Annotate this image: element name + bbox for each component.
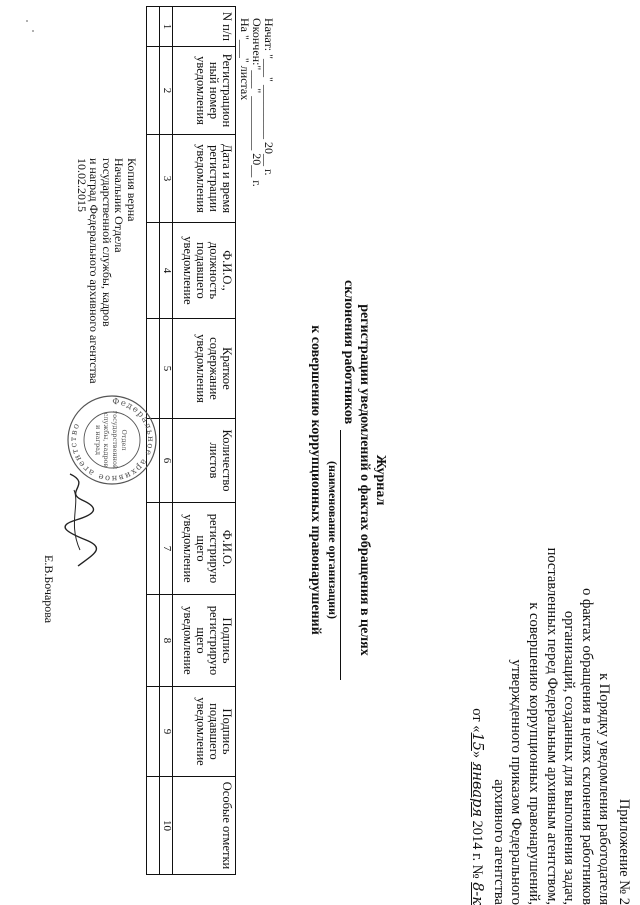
column-number: 4 [159, 223, 172, 319]
column-header: Особые отметки [172, 777, 235, 875]
appendix-line: утвержденного приказом Федерального [508, 659, 525, 905]
date-year: 2014 г. № [469, 816, 486, 883]
column-number: 3 [159, 135, 172, 223]
table-cell [147, 47, 160, 135]
column-number: 10 [159, 777, 172, 875]
scan-speck [32, 30, 34, 32]
cert-line: государственной службы, кадров [100, 158, 114, 327]
journal-title-block [307, 280, 388, 680]
svg-text:Федеральное архивное агентство: Федеральное архивное агентство [68, 396, 156, 484]
column-header: Ф.И.О., должность подавшего уведомление [172, 223, 235, 319]
order-number: 8-к [469, 882, 486, 905]
date-prefix: от « [469, 708, 486, 733]
table-number-row [159, 7, 172, 875]
appendix-line: к Порядку уведомления работодателя [596, 673, 613, 905]
svg-text:и наград: и наград [94, 424, 102, 456]
column-header: Подпись регистрирую щего уведомление [172, 595, 235, 687]
journal-title: Журнал [373, 454, 388, 506]
table-cell [147, 135, 160, 223]
column-header: Краткое содержание уведомления [172, 319, 235, 419]
signer-name: Е.В.Бочарова [42, 555, 56, 624]
column-number: 1 [159, 7, 172, 47]
column-number: 7 [159, 503, 172, 595]
cert-date: 10.02.2015 [75, 158, 89, 212]
organization-hint: (наименование организации) [326, 460, 340, 620]
column-header: Регистрацион ный номер уведомления [172, 47, 235, 135]
appendix-line: о фактах обращения в целях склонения работников [578, 588, 595, 905]
end-date: Окончен:"___" _________ 20__ г. [250, 18, 264, 187]
column-header: Дата и время регистрации уведомления [172, 135, 235, 223]
column-header: Подпись подавшего уведомление [172, 687, 235, 777]
organization-blank [340, 430, 355, 680]
appendix-line: к совершению коррупционных правонарушений, [526, 602, 543, 905]
date-month: января [469, 761, 486, 817]
journal-dates [238, 18, 276, 187]
start-date: Начат: "___" _________ 20__ г. [262, 18, 276, 176]
journal-line4: к совершению коррупционных правонарушений [308, 325, 323, 635]
cert-line: Начальник Отдела [112, 158, 127, 253]
column-header: Количество листов [172, 419, 235, 503]
appendix-line: организаций, созданных для выполнения задач, [561, 610, 578, 905]
sheet-count: На "___" листах [238, 18, 252, 101]
appendix-line: поставленных перед Федеральным архивным агентством, [543, 547, 560, 905]
date-day: 15 [469, 732, 486, 751]
table-cell [147, 595, 160, 687]
table-cell [147, 777, 160, 875]
svg-text:Отдел: Отдел [120, 429, 128, 451]
column-number: 8 [159, 595, 172, 687]
table-cell [147, 687, 160, 777]
column-header: Ф.И.О. регистрирую щего уведомление [172, 503, 235, 595]
journal-table [146, 6, 236, 875]
cert-line: и наград Федерального архивного агентства [87, 158, 102, 384]
journal-line3: склонения работников [341, 280, 356, 425]
table-cell [147, 223, 160, 319]
svg-text:службы, кадров: службы, кадров [102, 412, 110, 468]
date-mid: » [469, 750, 486, 762]
scan-speck [26, 20, 28, 22]
appendix-line: архивного агентства [490, 779, 507, 905]
table-cell [147, 7, 160, 47]
column-number: 6 [159, 419, 172, 503]
journal-subtitle: регистрации уведомлений о фактах обращения в целях [357, 304, 372, 656]
round-stamp [66, 394, 158, 486]
column-number: 5 [159, 319, 172, 419]
cert-line: Копия верна [125, 158, 139, 222]
column-number: 9 [159, 687, 172, 777]
column-number: 2 [159, 47, 172, 135]
appendix-header [468, 450, 632, 905]
appendix-date-line [468, 450, 486, 905]
table-cell [147, 503, 160, 595]
journal-org-row [340, 280, 356, 680]
column-header: N п/п [172, 7, 235, 47]
svg-text:государственной: государственной [111, 410, 119, 470]
table-header-row [172, 7, 235, 875]
appendix-title: Приложение № 2 [616, 798, 632, 905]
